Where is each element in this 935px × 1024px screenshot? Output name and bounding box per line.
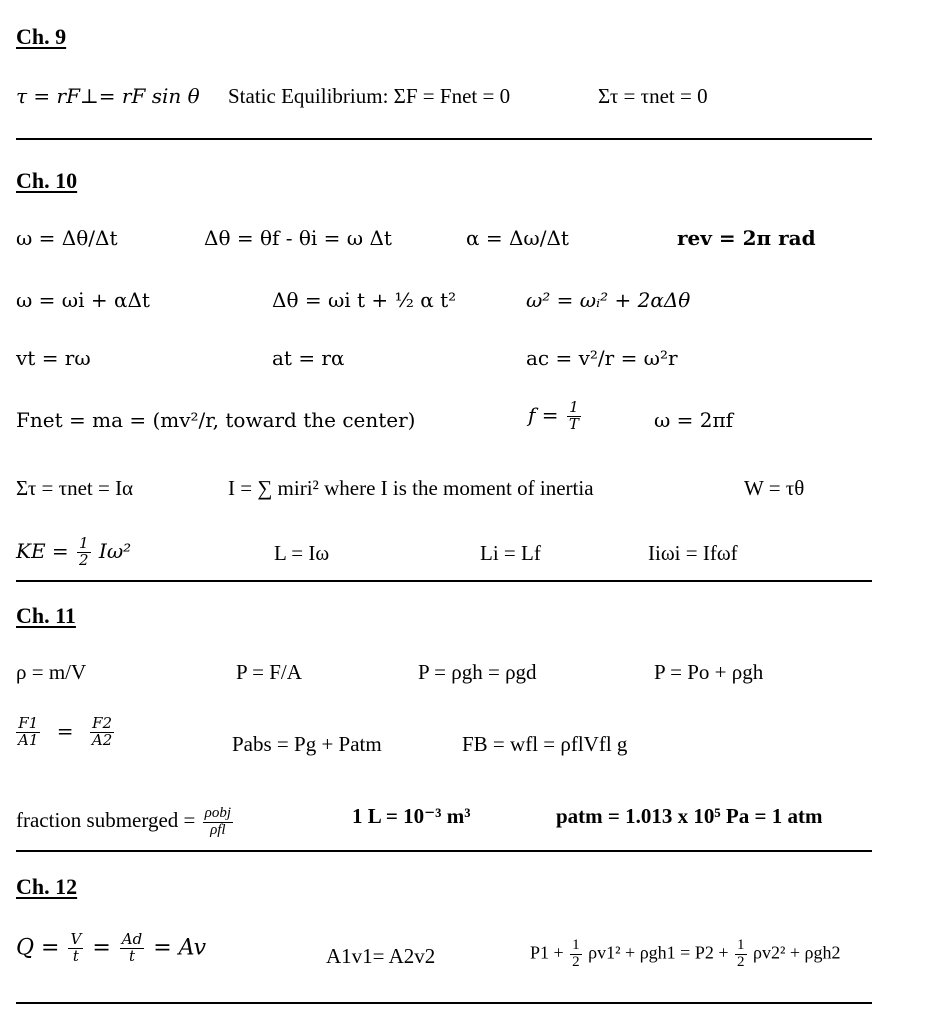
bernoulli-part2: ρv1² + ρgh1 = P2 + [588, 942, 729, 963]
torque-formula: τ = rF⊥= rF sin θ [16, 84, 200, 108]
buoyant-force: FB = wfl = ρflVfl g [462, 732, 628, 756]
pascal-f2: F2 [90, 716, 114, 733]
flow-area-distance: Ad [121, 930, 143, 948]
centripetal-acceleration: ac = v²/r = ω²r [526, 346, 678, 370]
ch10-title: Ch. 10 [16, 168, 78, 193]
flow-time: t [72, 946, 79, 965]
divider [16, 850, 872, 852]
momentum-conservation-expanded: Iiωi = Ifωf [648, 541, 738, 565]
divider [16, 580, 872, 582]
pascal-right-fraction [90, 716, 114, 749]
rotational-kinetic-energy [16, 536, 131, 569]
ch12-title: Ch. 12 [16, 874, 78, 899]
ke-fraction [77, 536, 91, 569]
flow-volume: V [70, 930, 82, 948]
angular-displacement: Δθ = θf - θi = ω Δt [204, 226, 392, 250]
ke-lhs: KE = [16, 538, 69, 563]
tangential-acceleration: at = rα [272, 346, 345, 370]
bernoulli-half-2-den: 2 [737, 953, 745, 970]
atmospheric-pressure: patm = 1.013 x 10⁵ Pa = 1 atm [556, 804, 823, 828]
ch9-title: Ch. 9 [16, 24, 67, 49]
ke-denominator: 2 [79, 550, 89, 569]
pascal-a2: A2 [91, 730, 113, 749]
angular-acceleration: α = Δω/Δt [466, 226, 569, 250]
flow-rhs: = Av [153, 935, 207, 961]
density-formula: ρ = m/V [16, 660, 87, 684]
net-torque-zero: Στ = τnet = 0 [598, 84, 708, 108]
pascal-principle [14, 716, 116, 749]
bernoulli-part3: ρv2² + ρgh2 [753, 942, 841, 963]
momentum-conservation: Li = Lf [480, 541, 541, 565]
bernoulli-equation [530, 938, 841, 971]
flow-rate [16, 932, 206, 965]
absolute-pressure-depth: P = Po + ρgh [654, 660, 764, 684]
density-fluid: ρfl [210, 821, 226, 838]
bernoulli-half-1-num: 1 [572, 937, 580, 953]
hydrostatic-pressure: P = ρgh = ρgd [418, 660, 537, 684]
rotational-newton-second: Στ = τnet = Iα [16, 476, 134, 500]
omega-frequency: ω = 2πf [654, 408, 734, 432]
bernoulli-half-2 [735, 938, 747, 971]
bernoulli-half-2-num: 1 [737, 937, 745, 953]
angular-velocity: ω = Δθ/Δt [16, 226, 118, 250]
pressure-formula: P = F/A [236, 660, 302, 684]
pascal-a1: A1 [18, 730, 39, 749]
tangential-velocity: vt = rω [16, 346, 91, 370]
static-equilibrium: Static Equilibrium: ΣF = Fnet = 0 [228, 84, 511, 108]
ch11-title: Ch. 11 [16, 603, 76, 628]
bernoulli-part1: P1 + [530, 942, 564, 963]
frequency-formula [528, 400, 583, 433]
theta-kinematic: Δθ = ωi t + ½ α t² [272, 288, 457, 312]
omega-squared-kinematic: ω² = ωᵢ² + 2αΔθ [526, 288, 691, 312]
frequency-fraction [567, 400, 581, 433]
net-force-centripetal: Fnet = ma = (mv²/r, toward the center) [16, 408, 416, 432]
rotational-work: W = τθ [744, 476, 805, 500]
fraction-submerged [16, 806, 235, 839]
flow-time-2: t [128, 946, 135, 965]
bernoulli-half-1 [570, 938, 582, 971]
flow-fraction-adt [120, 932, 144, 965]
pascal-f1: F1 [16, 716, 40, 733]
revolution-radians: rev = 2π rad [677, 226, 816, 250]
ke-rhs: Iω² [98, 538, 132, 563]
pascal-equals: = [56, 718, 74, 743]
pascal-left-fraction [16, 716, 40, 749]
ke-numerator: 1 [79, 534, 89, 552]
liter-conversion: 1 L = 10⁻³ m³ [352, 804, 471, 828]
density-object: ρobj [204, 805, 232, 821]
density-ratio [203, 806, 233, 839]
fraction-submerged-label: fraction submerged = [16, 808, 196, 833]
absolute-pressure: Pabs = Pg + Patm [232, 732, 382, 756]
frequency-numerator: 1 [567, 400, 581, 417]
flow-fraction-vt [68, 932, 83, 965]
flow-equals: = [92, 935, 111, 961]
flow-lhs: Q = [16, 935, 60, 961]
frequency-denominator: T [568, 414, 579, 433]
divider [16, 138, 872, 140]
frequency-lhs: f = [528, 402, 559, 427]
angular-momentum: L = Iω [274, 541, 330, 565]
moment-of-inertia: I = ∑ miri² where I is the moment of inertia [228, 476, 594, 500]
continuity-equation: A1v1= A2v2 [326, 944, 436, 968]
omega-kinematic: ω = ωi + αΔt [16, 288, 150, 312]
divider [16, 1002, 872, 1004]
bernoulli-half-1-den: 2 [572, 953, 580, 970]
